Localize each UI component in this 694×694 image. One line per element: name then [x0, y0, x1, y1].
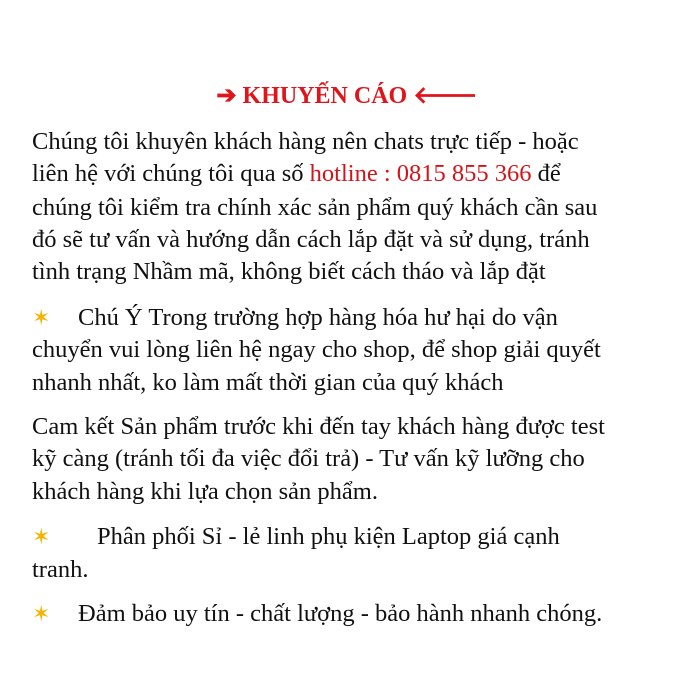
star-icon: ✶: [32, 524, 51, 549]
arrow-right-icon: ➔: [216, 83, 237, 109]
note-line: chuyển vui lòng liên hệ ngay cho shop, để shop giải quyết: [32, 336, 601, 363]
advice-line: tình trạng Nhầm mã, không biết cách tháo và lắp đặt: [32, 258, 546, 285]
advice-line: đó sẽ tư vấn và hướng dẫn cách lắp đặt và sử dụng, tránh: [32, 226, 590, 253]
note-line: Chú Ý Trong trường hợp hàng hóa hư hại do vận: [78, 304, 558, 331]
commitment-line: khách hàng khi lựa chọn sản phẩm.: [32, 478, 378, 505]
advice-line: Chúng tôi khuyên khách hàng nên chats trực tiếp - hoặc: [32, 128, 579, 155]
guarantee-line: Đảm bảo uy tín - chất lượng - bảo hành nhanh chóng.: [78, 600, 603, 627]
distribution-line: Phân phối Sỉ - lẻ linh phụ kiện Laptop giá cạnh: [97, 523, 560, 550]
title-text: KHUYẾN CÁO: [242, 83, 408, 109]
notice-title: [0, 80, 694, 110]
hotline: hotline : 0815 855 366: [309, 160, 532, 187]
star-icon: ✶: [32, 601, 51, 626]
note-line: nhanh nhất, ko làm mất thời gian của quý khách: [32, 369, 504, 396]
advice-text: liên hệ với chúng tôi qua số: [32, 160, 310, 187]
commitment-line: Cam kết Sản phẩm trước khi đến tay khách hàng được test: [32, 413, 605, 440]
advice-text: để: [531, 160, 561, 187]
arrow-left-icon: 🡐: [413, 83, 478, 109]
star-icon: ✶: [32, 305, 51, 330]
advice-line: chúng tôi kiểm tra chính xác sản phẩm quý khách cần sau: [32, 194, 598, 221]
commitment-line: kỹ càng (tránh tối đa việc đổi trả) - Tư vấn kỹ lưỡng cho: [32, 445, 585, 472]
advice-line: [32, 158, 561, 190]
distribution-line: tranh.: [32, 556, 89, 583]
